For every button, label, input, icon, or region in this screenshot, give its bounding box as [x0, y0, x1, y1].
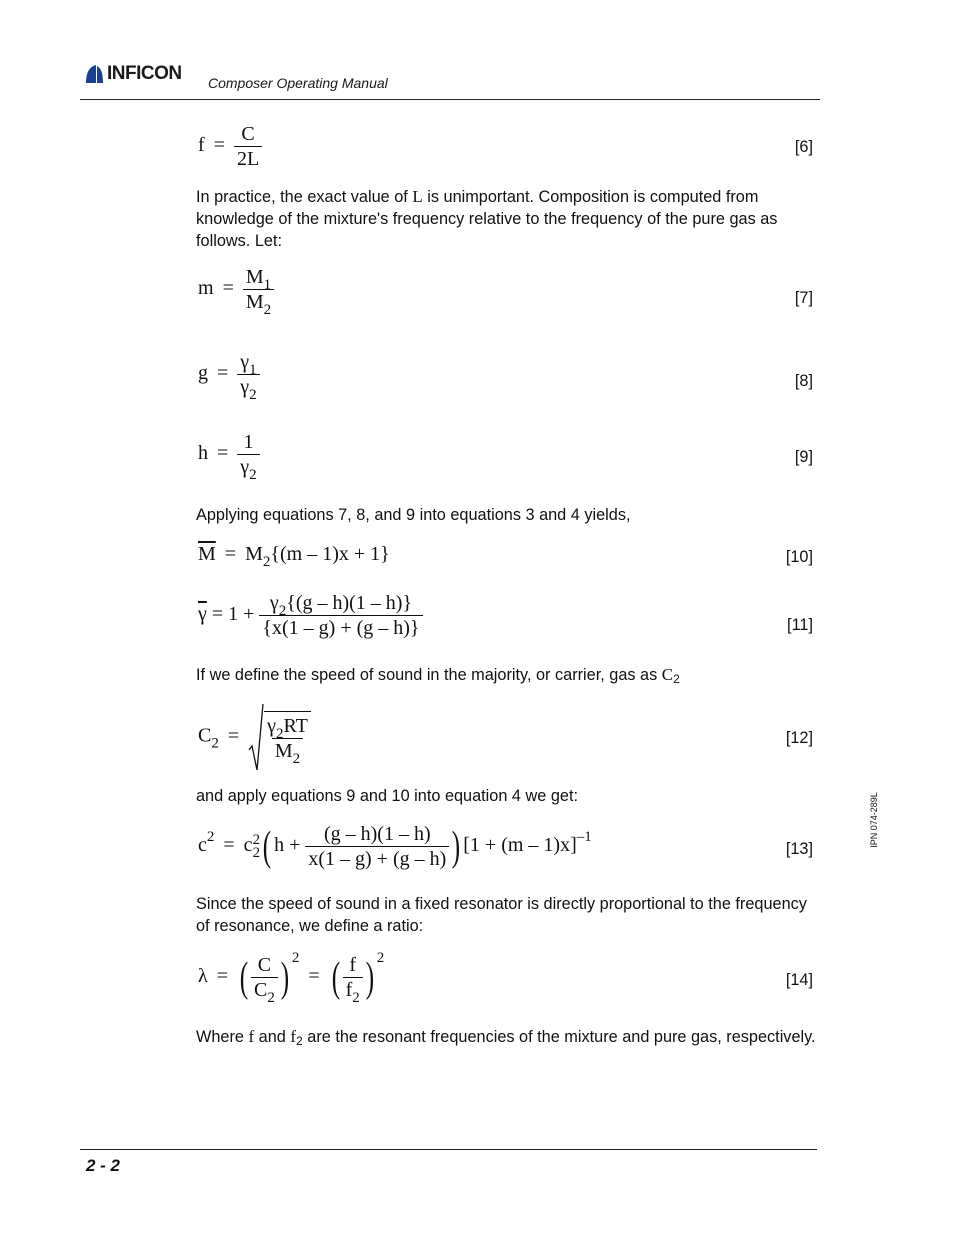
eq6-fraction: $\frac{C}{2L}$ — [234, 122, 262, 171]
footer-rule — [80, 1149, 817, 1150]
logo-text: INFICON — [107, 63, 182, 84]
equation-number-9: [9] — [794, 448, 813, 466]
equation-13: $c^2 = c$ 2 2 ( h + $\frac{(g - h)(1 - h)}{x(1 - g) + (g - h)}$ ) $[1 + (m - 1)x]^{-1}$ — [198, 823, 592, 870]
eq13-fraction: $\frac{(g - h)(1 - h)}{x(1 - g) + (g - h)}$ — [305, 822, 449, 871]
equation-number-7: [7] — [794, 289, 813, 307]
equation-14: λ = ( $\frac{C}{C_2}$ ) $^2$= ( $\frac{f}{f_2}$ ) $^2$ — [198, 950, 385, 1006]
equation-number-14: [14] — [785, 971, 813, 989]
equation-11: $\overline{\gamma} = 1$ + $\frac{\gamma_2\{(g - h)(1 - h)\}}{\{x(1 - g) + (g - h)\}}$ — [198, 591, 423, 640]
eq14-fraction-1: $\frac{C}{C_2}$ — [251, 953, 278, 1002]
equation-6: f = $\frac{C}{2L}$ — [198, 122, 262, 171]
page-number: 2 - 2 — [86, 1156, 121, 1175]
equation-8: g = $\frac{\gamma_1}{\gamma_2}$ — [198, 350, 260, 399]
eq6-lhs: f — [198, 134, 205, 157]
eq12-sqrt — [248, 702, 311, 772]
paragraph-6: Where f and $f_2$ are the resonant frequencies of the mixture and pure gas, respectively. — [196, 1027, 816, 1048]
eq8-fraction: $\frac{\gamma_1}{\gamma_2}$ — [237, 350, 259, 399]
inficon-logo-icon — [83, 63, 105, 85]
side-document-code: IPN 074-289L — [869, 792, 879, 848]
paragraph-4: and apply equations 9 and 10 into equation 4 we get: — [196, 787, 579, 805]
header-rule — [80, 99, 820, 100]
header-title: Composer Operating Manual — [208, 75, 388, 91]
paragraph-5: Since the speed of sound in a fixed resonator is directly proportional to the frequency of resonance, we define a ratio: — [196, 895, 807, 935]
equation-number-12: [12] — [785, 729, 813, 747]
equation-12: $C_2$ = $\frac{\gamma_2RT}{M_2}$ — [198, 702, 311, 772]
eq14-fraction-2: $\frac{f}{f_2}$ — [343, 953, 363, 1002]
equation-10: $\overline{M} = M_2\{(m - 1)x + 1\}$ — [198, 543, 390, 570]
eq9-fraction: $\frac{1}{\gamma_2}$ — [237, 430, 259, 479]
inficon-logo — [83, 62, 203, 86]
equation-number-6: [6] — [794, 138, 813, 156]
eq7-fraction: $\frac{M_1}{M_2}$ — [243, 265, 274, 314]
sqrt-sign-icon — [248, 702, 264, 772]
equation-number-10: [10] — [785, 548, 813, 566]
equation-7: m = $\frac{M_1}{M_2}$ — [198, 265, 274, 314]
paragraph-1: In practice, the exact value of L is unimportant. Composition is computed from knowledge of the mixture's frequency relative to the frequency of the pure gas as follows. Let: — [196, 187, 778, 250]
eq12-fraction: $\frac{\gamma_2RT}{M_2}$ — [267, 715, 308, 767]
equation-number-11: [11] — [787, 616, 813, 634]
equation-number-8: [8] — [794, 372, 813, 390]
paragraph-3: If we define the speed of sound in the majority, or carrier, gas as $C_2$ — [196, 665, 680, 686]
equation-number-13: [13] — [785, 840, 813, 858]
equation-9: h = $\frac{1}{\gamma_2}$ — [198, 430, 260, 479]
eq11-fraction: $\frac{\gamma_2\{(g - h)(1 - h)\}}{\{x(1 - g) + (g - h)\}}$ — [259, 591, 422, 640]
paragraph-2: Applying equations 7, 8, and 9 into equations 3 and 4 yields, — [196, 506, 631, 524]
